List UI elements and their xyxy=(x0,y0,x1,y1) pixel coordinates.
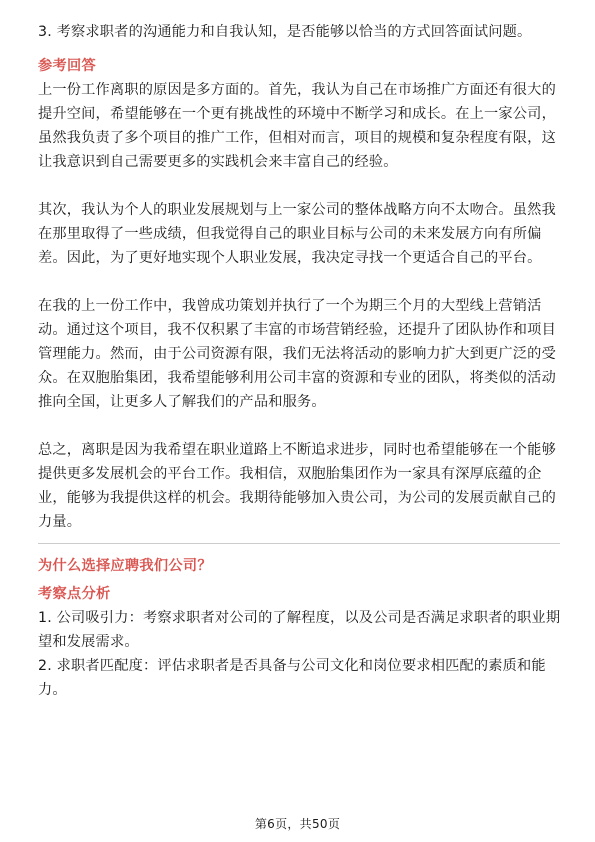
paragraph-line: 总之，离职是因为我希望在职业道路上不断追求进步，同时也希望能够在一个能够 xyxy=(38,442,556,458)
paragraph-line: 业，能够为我提供这样的机会。我期待能够加入贵公司，为公司的发展贡献自己的 xyxy=(38,490,556,506)
paragraph-line: 众。在双胞胎集团，我希望能够利用公司丰富的资源和专业的团队，将类似的活动 xyxy=(38,370,556,386)
analysis-line: 望和发展需求。 xyxy=(38,634,139,650)
evaluation-point-3: 3. 考察求职者的沟通能力和自我认知，是否能够以恰当的方式回答面试问题。 xyxy=(38,24,532,40)
paragraph-line: 上一份工作离职的原因是多方面的。首先，我认为自己在市场推广方面还有很大的 xyxy=(38,82,556,98)
paragraph-line: 提升空间，希望能够在一个更有挑战性的环境中不断学习和成长。在上一家公司， xyxy=(38,106,556,122)
paragraph-line: 虽然我负责了多个项目的推广工作，但相对而言，项目的规模和复杂程度有限，这 xyxy=(38,130,556,146)
paragraph-line: 推向全国，让更多人了解我们的产品和服务。 xyxy=(38,394,326,410)
reference-answer-heading: 参考回答 xyxy=(38,58,96,74)
analysis-line: 2. 求职者匹配度：评估求职者是否具备与公司文化和岗位要求相匹配的素质和能 xyxy=(38,658,546,674)
section-divider xyxy=(38,543,560,544)
analysis-item-1 xyxy=(38,606,560,654)
analysis-line: 1. 公司吸引力：考察求职者对公司的了解程度，以及公司是否满足求职者的职业期 xyxy=(38,610,561,626)
paragraph-line: 在那里取得了一些成绩，但我觉得自己的职业目标与公司的未来发展方向有所偏 xyxy=(38,226,542,242)
paragraph-line: 在我的上一份工作中，我曾成功策划并执行了一个为期三个月的大型线上营销活 xyxy=(38,298,542,314)
paragraph-line: 管理能力。然而，由于公司资源有限，我们无法将活动的影响力扩大到更广泛的受 xyxy=(38,346,556,362)
paragraph-line: 其次，我认为个人的职业发展规划与上一家公司的整体战略方向不太吻合。虽然我 xyxy=(38,202,556,218)
answer-paragraph-2 xyxy=(38,198,560,270)
answer-paragraph-3 xyxy=(38,294,560,414)
answer-paragraph-1 xyxy=(38,78,560,174)
paragraph-line: 提供更多发展机会的平台工作。我相信，双胞胎集团作为一家具有深厚底蕴的企 xyxy=(38,466,542,482)
paragraph-line: 动。通过这个项目，我不仅积累了丰富的市场营销经验，还提升了团队协作和项目 xyxy=(38,322,556,338)
paragraph-line: 力量。 xyxy=(38,514,82,530)
page-footer: 第6页，共50页 xyxy=(254,817,341,831)
answer-paragraph-4 xyxy=(38,438,560,534)
analysis-heading: 考察点分析 xyxy=(38,586,111,602)
question-heading: 为什么选择应聘我们公司？ xyxy=(38,558,212,574)
analysis-item-2 xyxy=(38,654,560,702)
paragraph-line: 让我意识到自己需要更多的实践机会来丰富自己的经验。 xyxy=(38,154,398,170)
document-page xyxy=(38,0,560,702)
analysis-line: 力。 xyxy=(38,682,67,698)
paragraph-line: 差。因此，为了更好地实现个人职业发展，我决定寻找一个更适合自己的平台。 xyxy=(38,250,542,266)
